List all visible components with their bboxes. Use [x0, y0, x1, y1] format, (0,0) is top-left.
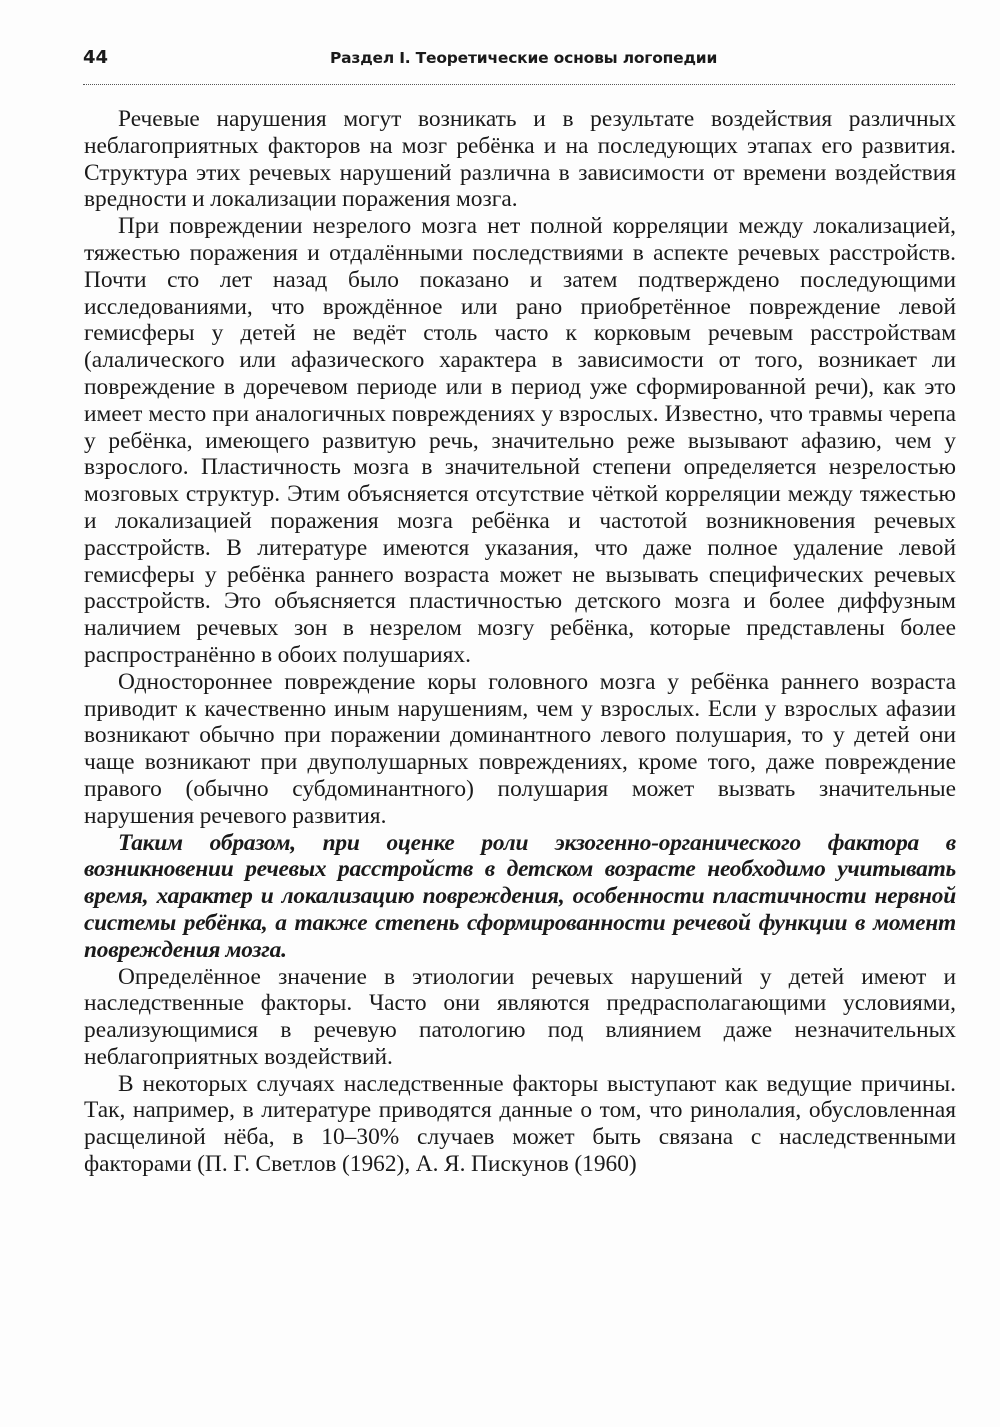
body-text [84, 106, 956, 1178]
page-header [83, 46, 955, 76]
header-divider [83, 84, 955, 85]
paragraph: Речевые нарушения могут возникать и в результате воздействия различных неблагоприятных факторов на мозг ребёнка и на последующих этапах его развития. Структура этих речевых нарушений различна в зависимости от времени воздействия вредности и локализации поражения мозга. [84, 106, 956, 213]
paragraph: Определённое значение в этиологии речевых нарушений у детей имеют и наследственные факторы. Часто они являются предрасполагающими условиями, реализующимися в речевую патологию под влиянием даже незначительных неблагоприятных воздействий. [84, 963, 956, 1070]
paragraph: В некоторых случаях наследственные факторы выступают как ведущие причины. Так, например, в литературе приводятся данные о том, что ринолалия, обусловленная расщелиной нёба, в 10–30% случаев может быть связана с наследственными факторами (П. Г. Светлов (1962), А. Я. Пискунов (1960) [84, 1070, 956, 1178]
running-title: Раздел I. Теоретические основы логопедии [330, 49, 718, 67]
emphasized-conclusion-paragraph: Таким образом, при оценке роли экзогенно-органического фактора в возникновении речевых расстройств в детском возрасте необходимо учитывать время, характер и локализацию повреждения, особенности пластичности нервной системы ребёнка, а также степень сформированности речевой функции в момент повреждения мозга. [84, 829, 956, 963]
paragraph: При повреждении незрелого мозга нет полной корреляции между локализацией, тяжестью поражения и отдалёнными последствиями в аспекте речевых расстройств. Почти сто лет назад было показано и затем подтверждено последующими исследованиями, что врождённое или рано приобретённое повреждение левой гемисферы у детей не ведёт столь часто к корковым речевым расстройствам (алалического или афазического характера в зависимости от того, возникает ли повреждение в доречевом периоде или в период уже сформированной речи), как это имеет место при аналогичных повреждениях у взрослых. Известно, что травмы черепа у ребёнка, имеющего развитую речь, значительно реже вызывают афазию, чем у взрослого. Пластичность мозга в значительной степени определяется незрелостью мозговых структур. Этим объясняется отсутствие чёткой корреляции между тяжестью и локализацией поражения мозга ребёнка и частотой возникновения речевых расстройств. В литературе имеются указания, что даже полное удаление левой гемисферы у ребёнка раннего возраста может не вызывать специфических речевых расстройств. Это объясняется пластичностью детского мозга и более диффузным наличием речевых зон в незрелом мозгу ребёнка, которые представлены более распространённо в обоих полушариях. [84, 213, 956, 668]
page-number: 44 [83, 47, 109, 68]
paragraph: Одностороннее повреждение коры головного мозга у ребёнка раннего возраста приводит к качественно иным нарушениям, чем у взрослых. Если у взрослых афазии возникают обычно при поражении доминантного левого полушария, то у детей они чаще возникают при двуполушарных повреждениях, кроме того, даже повреждение правого (обычно субдоминантного) полушария может вызвать значительные нарушения речевого развития. [84, 668, 956, 829]
